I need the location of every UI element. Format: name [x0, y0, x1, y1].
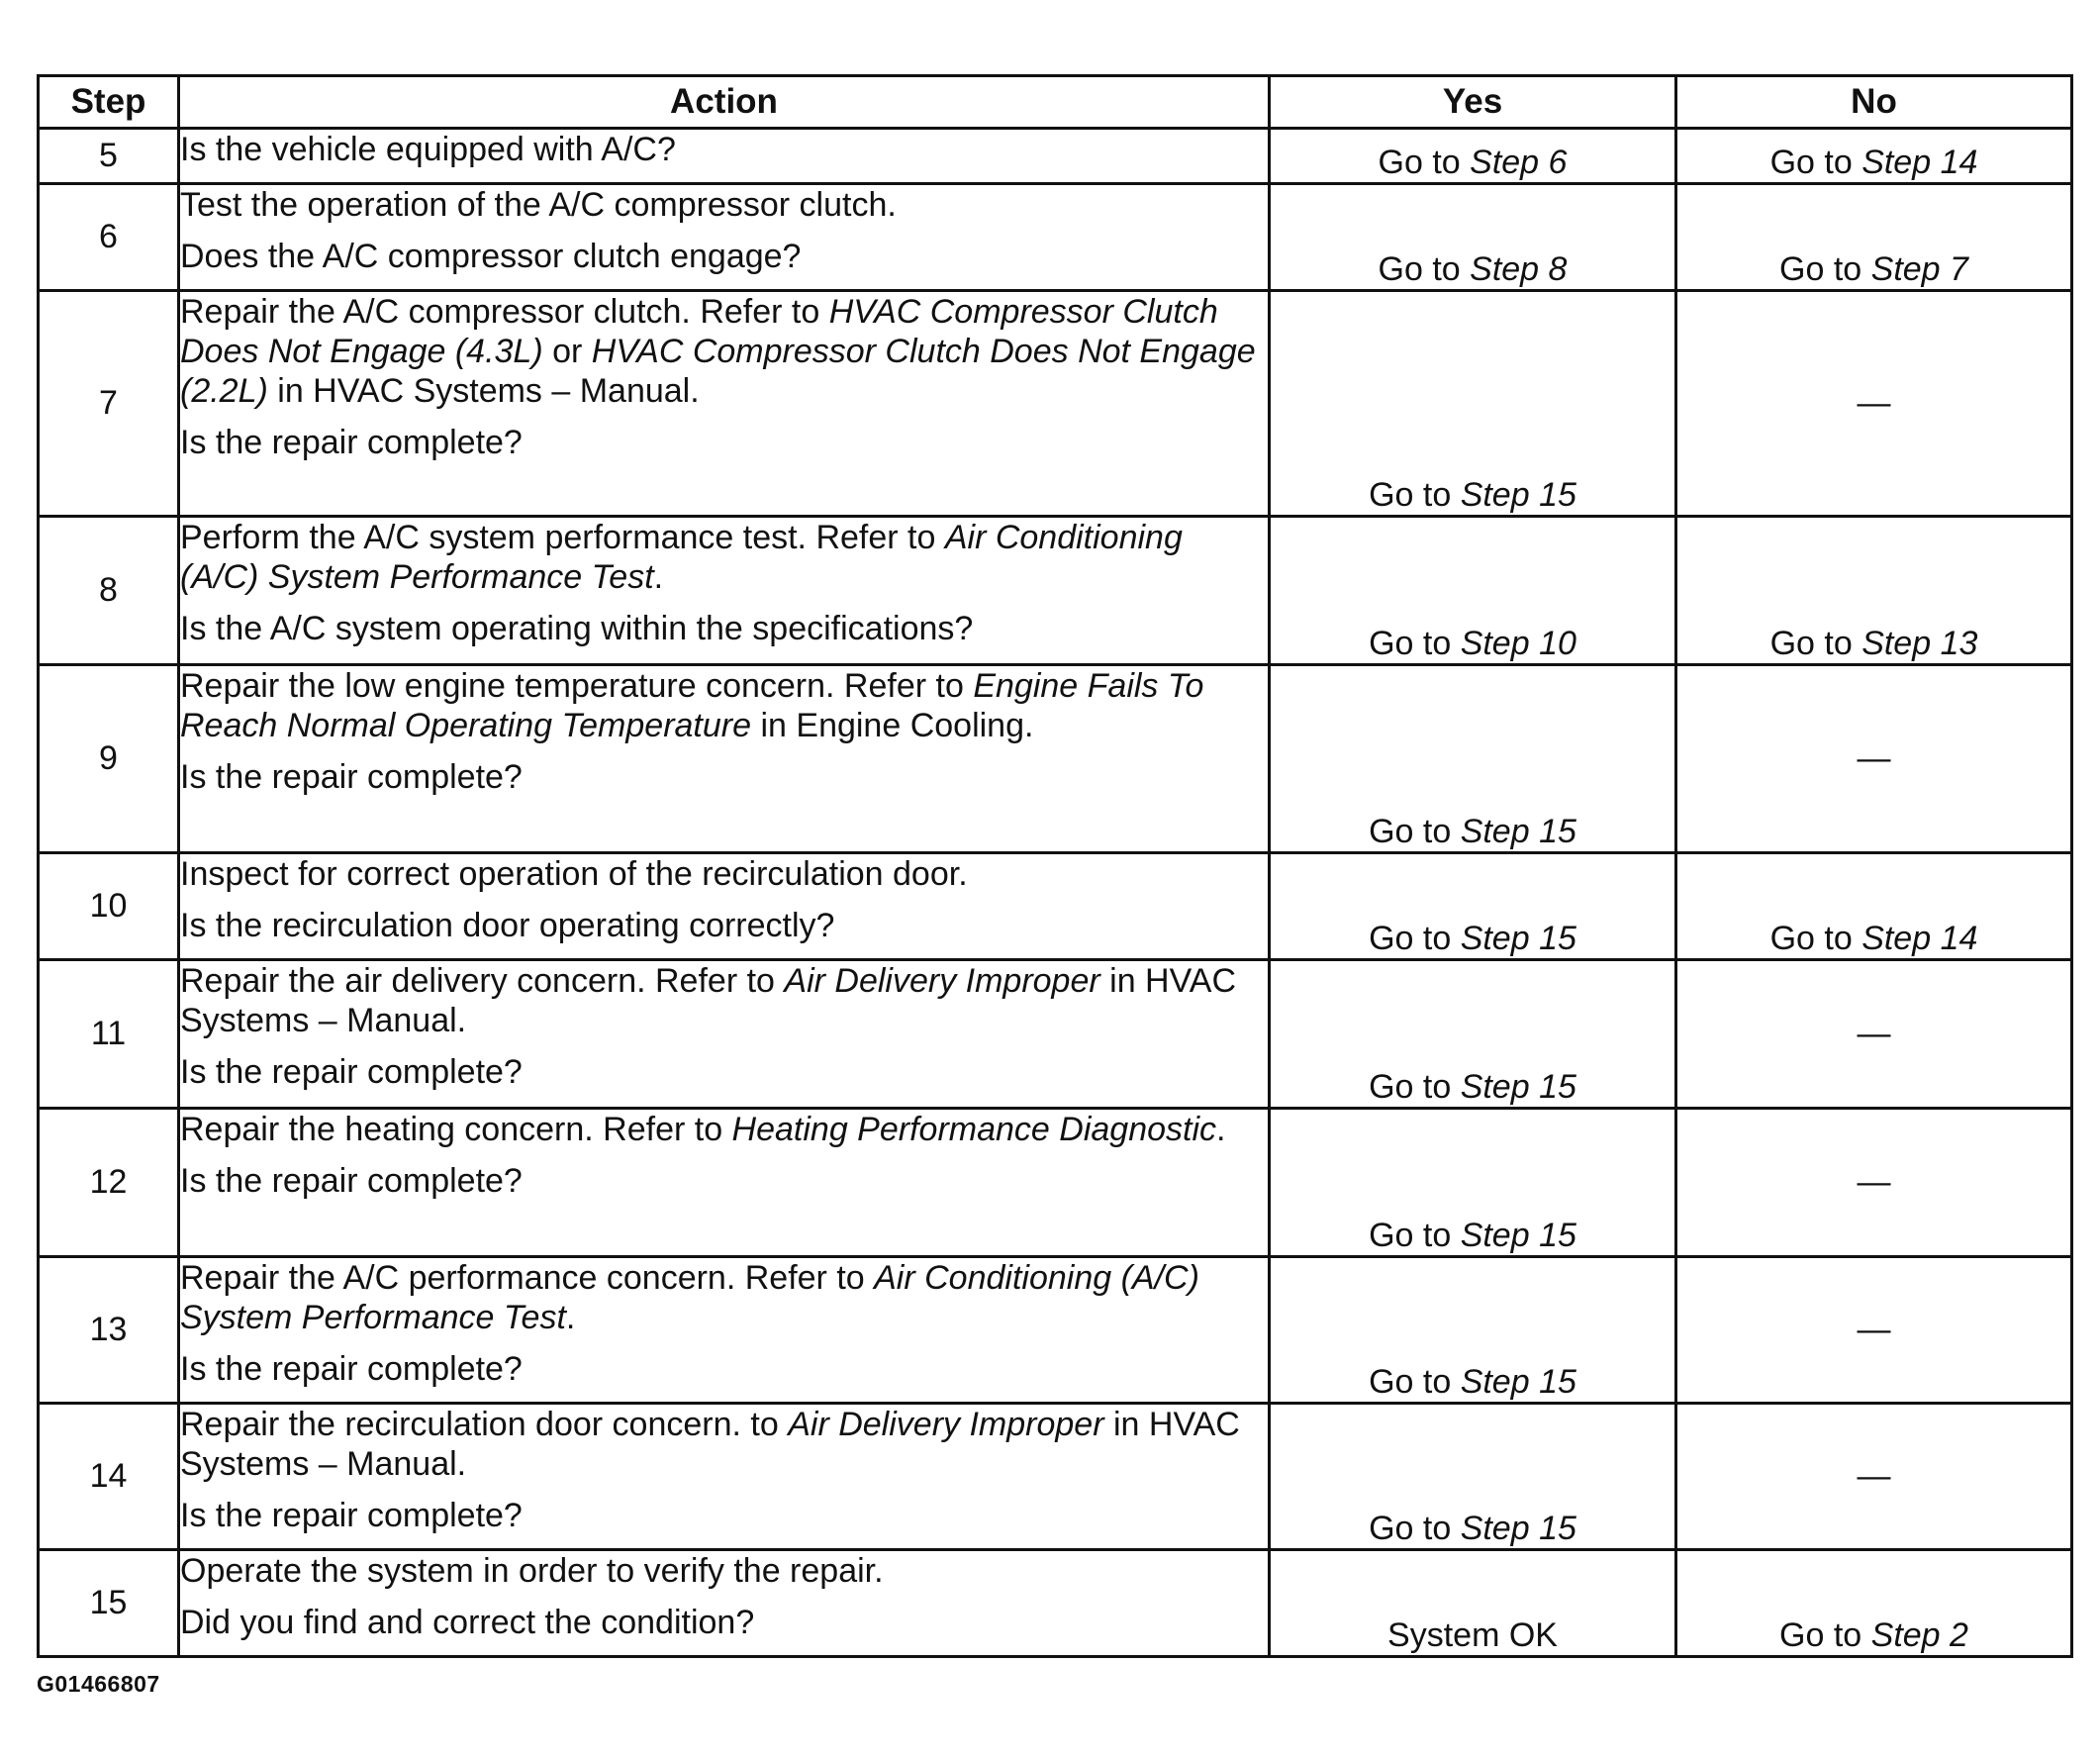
step-number: 11 [39, 960, 179, 1109]
goto-text: Go to [1369, 1217, 1461, 1254]
goto-text: Go to [1378, 144, 1471, 181]
step-number: 12 [39, 1109, 179, 1257]
action-question: Is the repair complete? [180, 758, 523, 796]
step-reference: Step 15 [1460, 1510, 1576, 1547]
goto-text: Go to [1369, 476, 1461, 514]
yes-result [1270, 1404, 1676, 1550]
no-result [1676, 129, 2072, 184]
goto-text: Go to [1779, 250, 1871, 288]
instruction-text: Repair the A/C compressor clutch. Refer to [180, 293, 829, 331]
step-reference: Step 7 [1870, 250, 1968, 288]
table-row [39, 1109, 2072, 1257]
reference-link-text: Air Delivery Improper [784, 962, 1100, 1000]
action-cell [179, 1257, 1270, 1404]
action-cell [179, 184, 1270, 291]
table-row [39, 1257, 2072, 1404]
action-question: Is the repair complete? [180, 1162, 523, 1200]
action-question: Is the recirculation door operating correctly? [180, 907, 835, 944]
goto-text: Go to [1779, 1616, 1871, 1654]
table-row [39, 1550, 2072, 1657]
goto-text: Go to [1369, 813, 1461, 850]
reference-link-text: HVAC Compressor Clutch Does Not Engage (2.2L) [180, 333, 1256, 410]
goto-text: Go to [1769, 920, 1862, 957]
action-instruction [180, 518, 1268, 597]
table-row [39, 960, 2072, 1109]
step-reference: Step 10 [1460, 625, 1576, 662]
action-question: Is the A/C system operating within the specifications? [180, 610, 974, 647]
diagnostic-table [37, 74, 2073, 1658]
instruction-text: in HVAC Systems – Manual. [180, 962, 1236, 1039]
no-result [1676, 1257, 2072, 1404]
yes-result [1270, 853, 1676, 960]
reference-link-text: Air Conditioning (A/C) System Performance Test [180, 1259, 1199, 1336]
step-reference: Step 15 [1460, 1217, 1576, 1254]
no-result [1676, 960, 2072, 1109]
header-row [39, 76, 2072, 129]
dash-mark: — [1857, 1015, 1891, 1052]
action-instruction [180, 1258, 1268, 1337]
dash-mark: — [1857, 739, 1891, 777]
table-row [39, 291, 2072, 517]
instruction-text: Repair the A/C performance concern. Refer to [180, 1259, 875, 1297]
action-instruction [180, 185, 1268, 225]
instruction-text: Test the operation of the A/C compressor clutch. [180, 186, 897, 224]
action-instruction [180, 1110, 1268, 1149]
action-instruction [180, 666, 1268, 745]
action-cell [179, 291, 1270, 517]
goto-text: Go to [1369, 920, 1461, 957]
instruction-text: Repair the air delivery concern. Refer to [180, 962, 785, 1000]
action-question: Does the A/C compressor clutch engage? [180, 238, 802, 275]
step-reference: Step 15 [1460, 476, 1576, 514]
yes-result [1270, 1550, 1676, 1657]
table-body [39, 129, 2072, 1657]
no-result [1676, 291, 2072, 517]
step-number: 9 [39, 665, 179, 853]
step-reference: Step 13 [1861, 625, 1978, 662]
instruction-text: Repair the low engine temperature concern. Refer to [180, 667, 974, 705]
table-row [39, 129, 2072, 184]
action-cell [179, 665, 1270, 853]
no-result [1676, 1404, 2072, 1550]
step-number: 14 [39, 1404, 179, 1550]
action-cell [179, 1404, 1270, 1550]
step-number: 10 [39, 853, 179, 960]
instruction-text: Inspect for correct operation of the recirculation door. [180, 855, 968, 893]
step-reference: Step 15 [1460, 1068, 1576, 1106]
action-cell [179, 129, 1270, 184]
action-instruction [180, 1405, 1268, 1484]
dash-mark: — [1857, 1311, 1891, 1348]
step-number: 5 [39, 129, 179, 184]
table-row [39, 665, 2072, 853]
step-reference: Step 2 [1870, 1616, 1968, 1654]
table-row [39, 517, 2072, 665]
action-instruction [180, 292, 1268, 411]
figure-id: G01466807 [37, 1671, 160, 1697]
action-cell [179, 517, 1270, 665]
yes-result [1270, 1257, 1676, 1404]
step-number: 13 [39, 1257, 179, 1404]
yes-result [1270, 960, 1676, 1109]
step-reference: Step 14 [1861, 144, 1978, 181]
header-yes: Yes [1270, 76, 1676, 129]
header-step: Step [39, 76, 179, 129]
goto-text: Go to [1378, 250, 1471, 288]
header-action: Action [179, 76, 1270, 129]
yes-result [1270, 184, 1676, 291]
action-question: Is the repair complete? [180, 1497, 523, 1534]
step-number: 6 [39, 184, 179, 291]
step-number: 7 [39, 291, 179, 517]
reference-link-text: Air Delivery Improper [788, 1406, 1104, 1443]
instruction-text: . [653, 558, 664, 596]
action-instruction [180, 961, 1268, 1040]
goto-text: Go to [1369, 1068, 1461, 1106]
action-question: Is the vehicle equipped with A/C? [180, 131, 676, 168]
goto-text: Go to [1369, 1363, 1461, 1401]
no-result [1676, 1109, 2072, 1257]
step-number: 15 [39, 1550, 179, 1657]
dash-mark: — [1857, 1457, 1891, 1495]
table-row [39, 1404, 2072, 1550]
goto-text: System OK [1387, 1616, 1558, 1654]
action-question: Is the repair complete? [180, 424, 523, 461]
action-question: Did you find and correct the condition? [180, 1604, 755, 1641]
reference-link-text: HVAC Compressor Clutch Does Not Engage (4.3L) [180, 293, 1218, 370]
instruction-text: Repair the heating concern. Refer to [180, 1111, 732, 1148]
action-cell [179, 960, 1270, 1109]
yes-result [1270, 665, 1676, 853]
no-result [1676, 1550, 2072, 1657]
action-question: Is the repair complete? [180, 1053, 523, 1091]
action-cell [179, 853, 1270, 960]
instruction-text: in HVAC Systems – Manual. [267, 372, 700, 410]
step-reference: Step 15 [1460, 813, 1576, 850]
action-cell [179, 1550, 1270, 1657]
step-number: 8 [39, 517, 179, 665]
step-reference: Step 8 [1470, 250, 1568, 288]
goto-text: Go to [1369, 625, 1461, 662]
table-row [39, 184, 2072, 291]
reference-link-text: Heating Performance Diagnostic [731, 1111, 1217, 1148]
action-instruction [180, 854, 1268, 894]
yes-result [1270, 129, 1676, 184]
instruction-text: . [565, 1299, 576, 1336]
no-result [1676, 517, 2072, 665]
step-reference: Step 15 [1460, 920, 1576, 957]
action-question: Is the repair complete? [180, 1350, 523, 1388]
no-result [1676, 184, 2072, 291]
instruction-text: in HVAC Systems – Manual. [180, 1406, 1240, 1483]
no-result [1676, 665, 2072, 853]
yes-result [1270, 291, 1676, 517]
instruction-text: Operate the system in order to verify the repair. [180, 1552, 884, 1590]
table-row [39, 853, 2072, 960]
no-result [1676, 853, 2072, 960]
instruction-text: or [542, 333, 592, 370]
action-cell [179, 1109, 1270, 1257]
step-reference: Step 15 [1460, 1363, 1576, 1401]
header-no: No [1676, 76, 2072, 129]
goto-text: Go to [1369, 1510, 1461, 1547]
instruction-text: in Engine Cooling. [751, 707, 1034, 744]
step-reference: Step 14 [1861, 920, 1978, 957]
dash-mark: — [1857, 384, 1891, 422]
yes-result [1270, 1109, 1676, 1257]
yes-result [1270, 517, 1676, 665]
action-instruction [180, 1551, 1268, 1591]
dash-mark: — [1857, 1163, 1891, 1201]
instruction-text: . [1216, 1111, 1226, 1148]
reference-link-text: Air Conditioning (A/C) System Performance Test [180, 519, 1183, 596]
step-reference: Step 6 [1470, 144, 1568, 181]
goto-text: Go to [1769, 625, 1862, 662]
reference-link-text: Engine Fails To Reach Normal Operating Temperature [180, 667, 1204, 744]
instruction-text: Repair the recirculation door concern. to [180, 1406, 789, 1443]
instruction-text: Perform the A/C system performance test. Refer to [180, 519, 945, 556]
goto-text: Go to [1769, 144, 1862, 181]
